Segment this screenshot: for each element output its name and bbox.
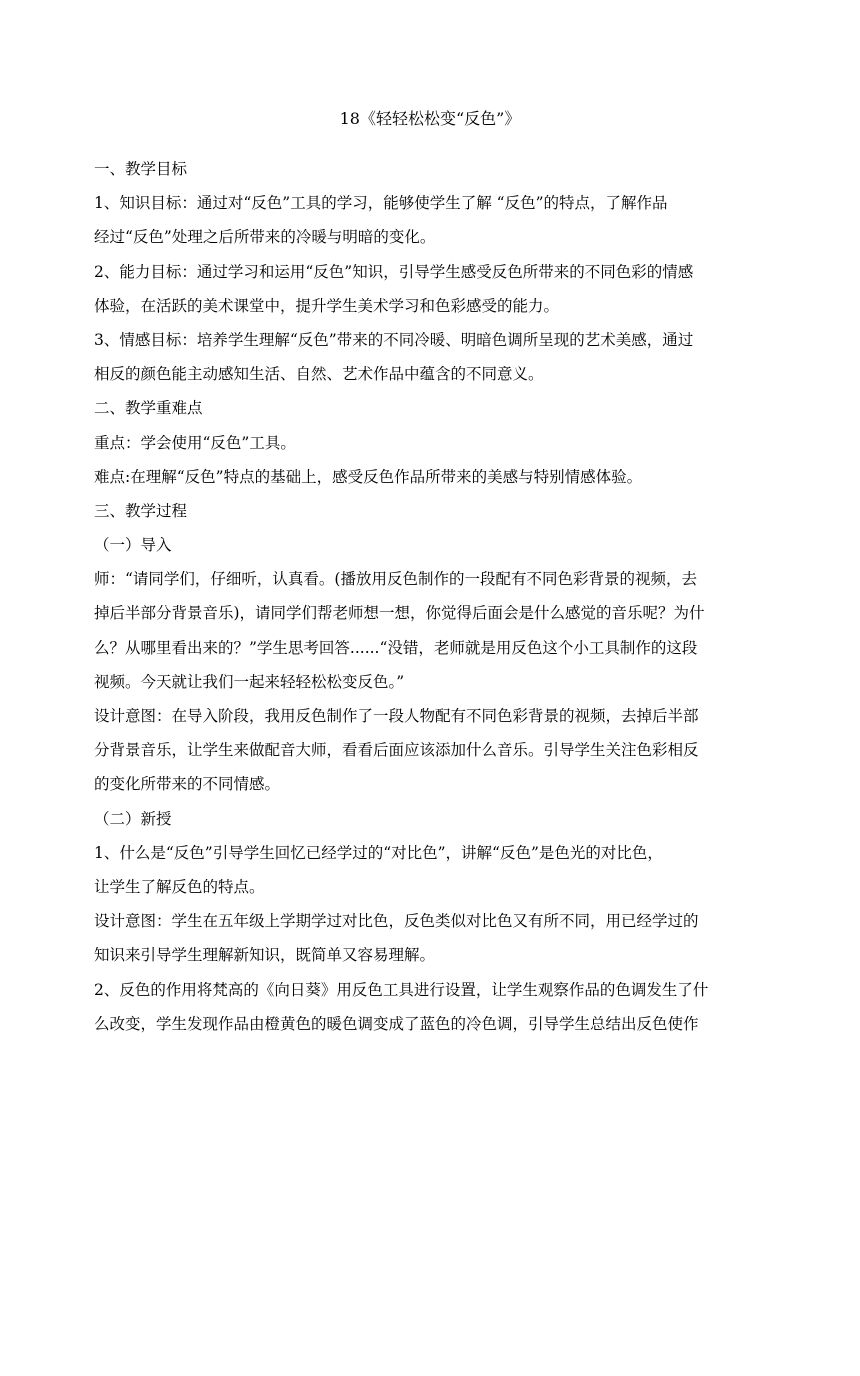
- paragraph-line: 3、情感目标：培养学生理解“反色”带来的不同冷暖、明暗色调所呈现的艺术美感，通过: [94, 330, 694, 349]
- paragraph-line: 知识来引导学生理解新知识，既简单又容易理解。: [94, 946, 436, 965]
- paragraph-line: 1、什么是“反色”引导学生回忆已经学过的“对比色”，讲解“反色”是色光的对比色，: [94, 843, 663, 862]
- paragraph-line: 视频。今天就让我们一起来轻轻松松变反色。”: [94, 672, 405, 691]
- paragraph-line: 2、反色的作用将梵高的《向日葵》用反色工具进行设置，让学生观察作品的色调发生了什: [94, 980, 709, 999]
- paragraph-line: 体验，在活跃的美术课堂中，提升学生美术学习和色彩感受的能力。: [94, 296, 560, 315]
- paragraph-line: 设计意图：学生在五年级上学期学过对比色，反色类似对比色又有所不同，用已经学过的: [94, 912, 699, 931]
- paragraph-line: 的变化所带来的不同情感。: [94, 775, 281, 794]
- paragraph-line: 么改变，学生发现作品由橙黄色的暖色调变成了蓝色的冷色调，引导学生总结出反色使作: [94, 1014, 699, 1033]
- paragraph-line: 么？从哪里看出来的？”学生思考回答......“没错，老师就是用反色这个小工具制作的这段: [94, 638, 698, 657]
- paragraph-line: 设计意图：在导入阶段，我用反色制作了一段人物配有不同色彩背景的视频，去掉后半部: [94, 707, 699, 725]
- document-title: 18《轻轻松松变“反色”》: [339, 109, 521, 128]
- section-heading-key-points: 二、教学重难点: [94, 399, 203, 418]
- paragraph-line: 重点：学会使用“反色”工具。: [94, 433, 296, 452]
- paragraph-line: 分背景音乐，让学生来做配音大师，看看后面应该添加什么音乐。引导学生关注色彩相反: [94, 741, 699, 760]
- paragraph-line: 1、知识目标：通过对“反色”工具的学习，能够使学生了解 “反色”的特点，了解作品: [94, 194, 668, 213]
- document-body: [94, 152, 774, 1041]
- paragraph-line: 经过“反色”处理之后所带来的冷暖与明暗的变化。: [94, 228, 436, 247]
- paragraph-line: 2、能力目标：通过学习和运用“反色”知识，引导学生感受反色所带来的不同色彩的情感: [94, 262, 694, 281]
- subsection-heading-intro: （一）导入: [94, 536, 172, 555]
- paragraph-line: 师：“请同学们，仔细听，认真看。(播放用反色制作的一段配有不同色彩背景的视频，去: [94, 570, 697, 589]
- paragraph-line: 相反的颜色能主动感知生活、自然、艺术作品中蕴含的不同意义。: [94, 365, 544, 384]
- subsection-heading-new-lesson: （二）新授: [94, 809, 172, 828]
- paragraph-line: 难点:在理解“反色”特点的基础上，感受反色作品所带来的美感与特别情感体验。: [94, 467, 643, 486]
- paragraph-line: 掉后半部分背景音乐)，请同学们帮老师想一想，你觉得后面会是什么感觉的音乐呢？为什: [94, 604, 705, 623]
- section-heading-objectives: 一、教学目标: [94, 160, 188, 178]
- paragraph-line: 让学生了解反色的特点。: [94, 877, 265, 896]
- section-heading-process: 三、教学过程: [94, 501, 188, 520]
